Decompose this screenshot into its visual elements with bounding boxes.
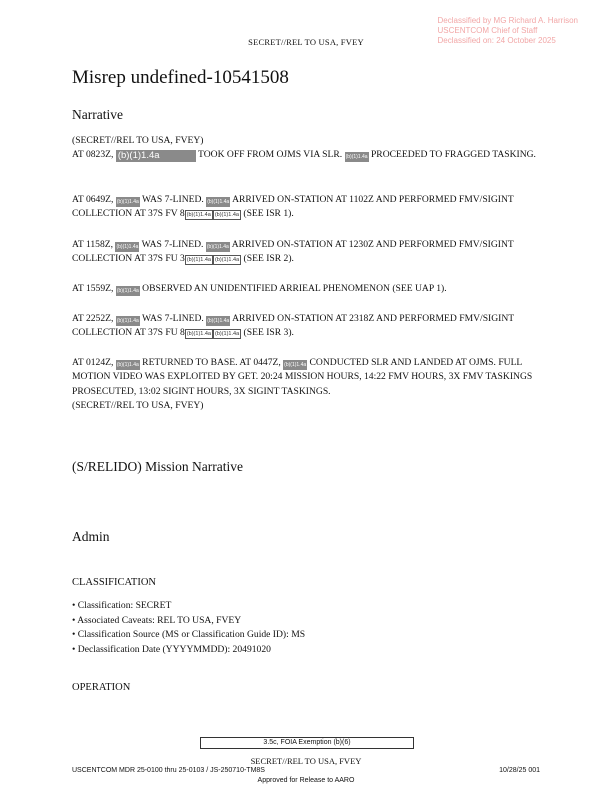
text-run: (SEE ISR 3). bbox=[243, 327, 294, 339]
redaction-box: (b)(1)1.4a bbox=[345, 154, 368, 161]
redaction-outline: (b)(1)1.4a bbox=[214, 212, 239, 219]
foia-exemption-box: 3.5c, FOIA Exemption (b)(6) bbox=[200, 737, 414, 749]
header-classification: SECRET//REL TO USA, FVEY bbox=[248, 37, 364, 47]
paragraph-text bbox=[72, 148, 552, 162]
approved-for-release: Approved for Release to AARO bbox=[257, 777, 355, 784]
text-run: AT 1559Z, bbox=[72, 283, 114, 294]
paragraph-marking: (SECRET//REL TO USA, FVEY) bbox=[72, 135, 204, 146]
declass-line-2: USCENTCOM Chief of Staff bbox=[437, 26, 538, 35]
text-run: ARRIVED ON-STATION AT 2318Z AND PERFORMED FMV/SIGINT COLLECTION AT 37S FU 8 bbox=[72, 313, 514, 339]
text-run: WAS 7-LINED. bbox=[141, 239, 204, 250]
narrative-paragraph-2 bbox=[72, 193, 552, 222]
paragraph-marking: (SECRET//REL TO USA, FVEY) bbox=[72, 400, 204, 412]
classification-list bbox=[72, 599, 305, 657]
text-run: PROCEEDED TO FRAGGED TASKING. bbox=[370, 149, 536, 161]
redaction-box: (b)(1)1.4a bbox=[284, 362, 307, 368]
declass-line-3: Declassified on: 24 October 2025 bbox=[437, 36, 556, 45]
admin-section bbox=[72, 529, 110, 545]
text-run: AT 0823Z, bbox=[72, 149, 114, 161]
mission-narrative-section bbox=[72, 459, 243, 475]
text-run: RETURNED TO BASE. AT 0447Z, bbox=[142, 357, 281, 368]
footer-document-id: USCENTCOM MDR 25-0100 thru 25-0103 / JS-250710-TM8S bbox=[72, 767, 265, 774]
narrative-paragraph-5 bbox=[72, 312, 552, 341]
footer-classification: SECRET//REL TO USA, FVEY bbox=[250, 756, 362, 766]
text-run: AT 2252Z, bbox=[72, 313, 114, 324]
list-item: • Classification: SECRET bbox=[82, 599, 305, 614]
redaction-outline: (b)(1)1.4a bbox=[186, 331, 211, 338]
operation-heading: OPERATION bbox=[72, 682, 131, 693]
narrative-paragraph-1 bbox=[72, 134, 552, 163]
text-run: TOOK OFF FROM OJMS VIA SLR. bbox=[198, 149, 343, 161]
text-run: AT 1158Z, bbox=[72, 239, 114, 250]
admin-heading: Admin bbox=[72, 529, 110, 544]
narrative-paragraph-6 bbox=[72, 356, 552, 414]
redaction-box: (b)(1)1.4a bbox=[116, 318, 139, 324]
narrative-paragraph-3 bbox=[72, 238, 552, 267]
page-title: Misrep undefined-10541508 bbox=[72, 67, 289, 88]
text-run: (SEE ISR 2). bbox=[243, 253, 294, 265]
text-run: AT 0649Z, bbox=[72, 194, 114, 205]
narrative-section bbox=[72, 107, 123, 123]
redaction-box: (b)(1)1.4a bbox=[207, 318, 230, 324]
redaction-outline: (b)(1)1.4a bbox=[186, 212, 211, 219]
mission-narrative-heading: (S/RELIDO) Mission Narrative bbox=[72, 459, 243, 474]
text-run: ARRIVED ON-STATION AT 1230Z AND PERFORMED FMV/SIGINT COLLECTION AT 37S FU 3 bbox=[72, 239, 514, 265]
text-run: WAS 7-LINED. bbox=[142, 313, 204, 324]
redaction-box: (b)(1)1.4a bbox=[206, 244, 229, 250]
list-item: • Classification Source (MS or Classification Guide ID): MS bbox=[82, 628, 305, 643]
redaction-box: (b)(1)1.4a bbox=[207, 199, 230, 205]
redaction-box: (b)(1)1.4a bbox=[116, 362, 139, 368]
redaction-outline: (b)(1)1.4a bbox=[214, 257, 240, 264]
text-run: ARRIVED ON-STATION AT 1102Z AND PERFORMED FMV/SIGINT COLLECTION AT 37S FV 8 bbox=[72, 194, 514, 220]
redaction-outline: (b)(1)1.4a bbox=[214, 331, 240, 338]
redaction-outline: (b)(1)1.4a bbox=[186, 257, 211, 264]
list-item: • Declassification Date (YYYYMMDD): 20491020 bbox=[82, 643, 305, 658]
redaction-box: (b)(1)1.4a bbox=[116, 288, 139, 294]
list-item: • Associated Caveats: REL TO USA, FVEY bbox=[82, 614, 305, 629]
text-run: WAS 7-LINED. bbox=[142, 194, 204, 205]
classification-heading: CLASSIFICATION bbox=[72, 577, 157, 588]
narrative-paragraph-4 bbox=[72, 282, 552, 296]
redaction-box: (b)(1)1.4a bbox=[116, 199, 139, 205]
redaction-box: (b)(1)1.4a bbox=[116, 244, 139, 250]
text-run: AT 0124Z, bbox=[72, 357, 114, 368]
redaction-box: (b)(1)1.4a bbox=[116, 150, 196, 162]
narrative-heading: Narrative bbox=[72, 107, 123, 122]
text-run: (SEE ISR 1). bbox=[243, 208, 294, 220]
text-run: CONDUCTED SLR AND LANDED AT OJMS. FULL MOTION VIDEO WAS EXPLOITED BY GET. 20:24 MISSION HOURS, 14:22 FMV HOURS, 3X FMV TASKINGS PROSECUTED, 13:02 SIGINT HOURS, 3X SIGINT TASKINGS. bbox=[72, 357, 533, 397]
text-run: OBSERVED AN UNIDENTIFIED ARRIEAL PHENOMENON (SEE UAP 1). bbox=[142, 283, 447, 294]
declass-line-1: Declassified by MG Richard A. Harrison bbox=[437, 16, 578, 25]
footer-date: 10/28/25 001 bbox=[499, 767, 540, 774]
